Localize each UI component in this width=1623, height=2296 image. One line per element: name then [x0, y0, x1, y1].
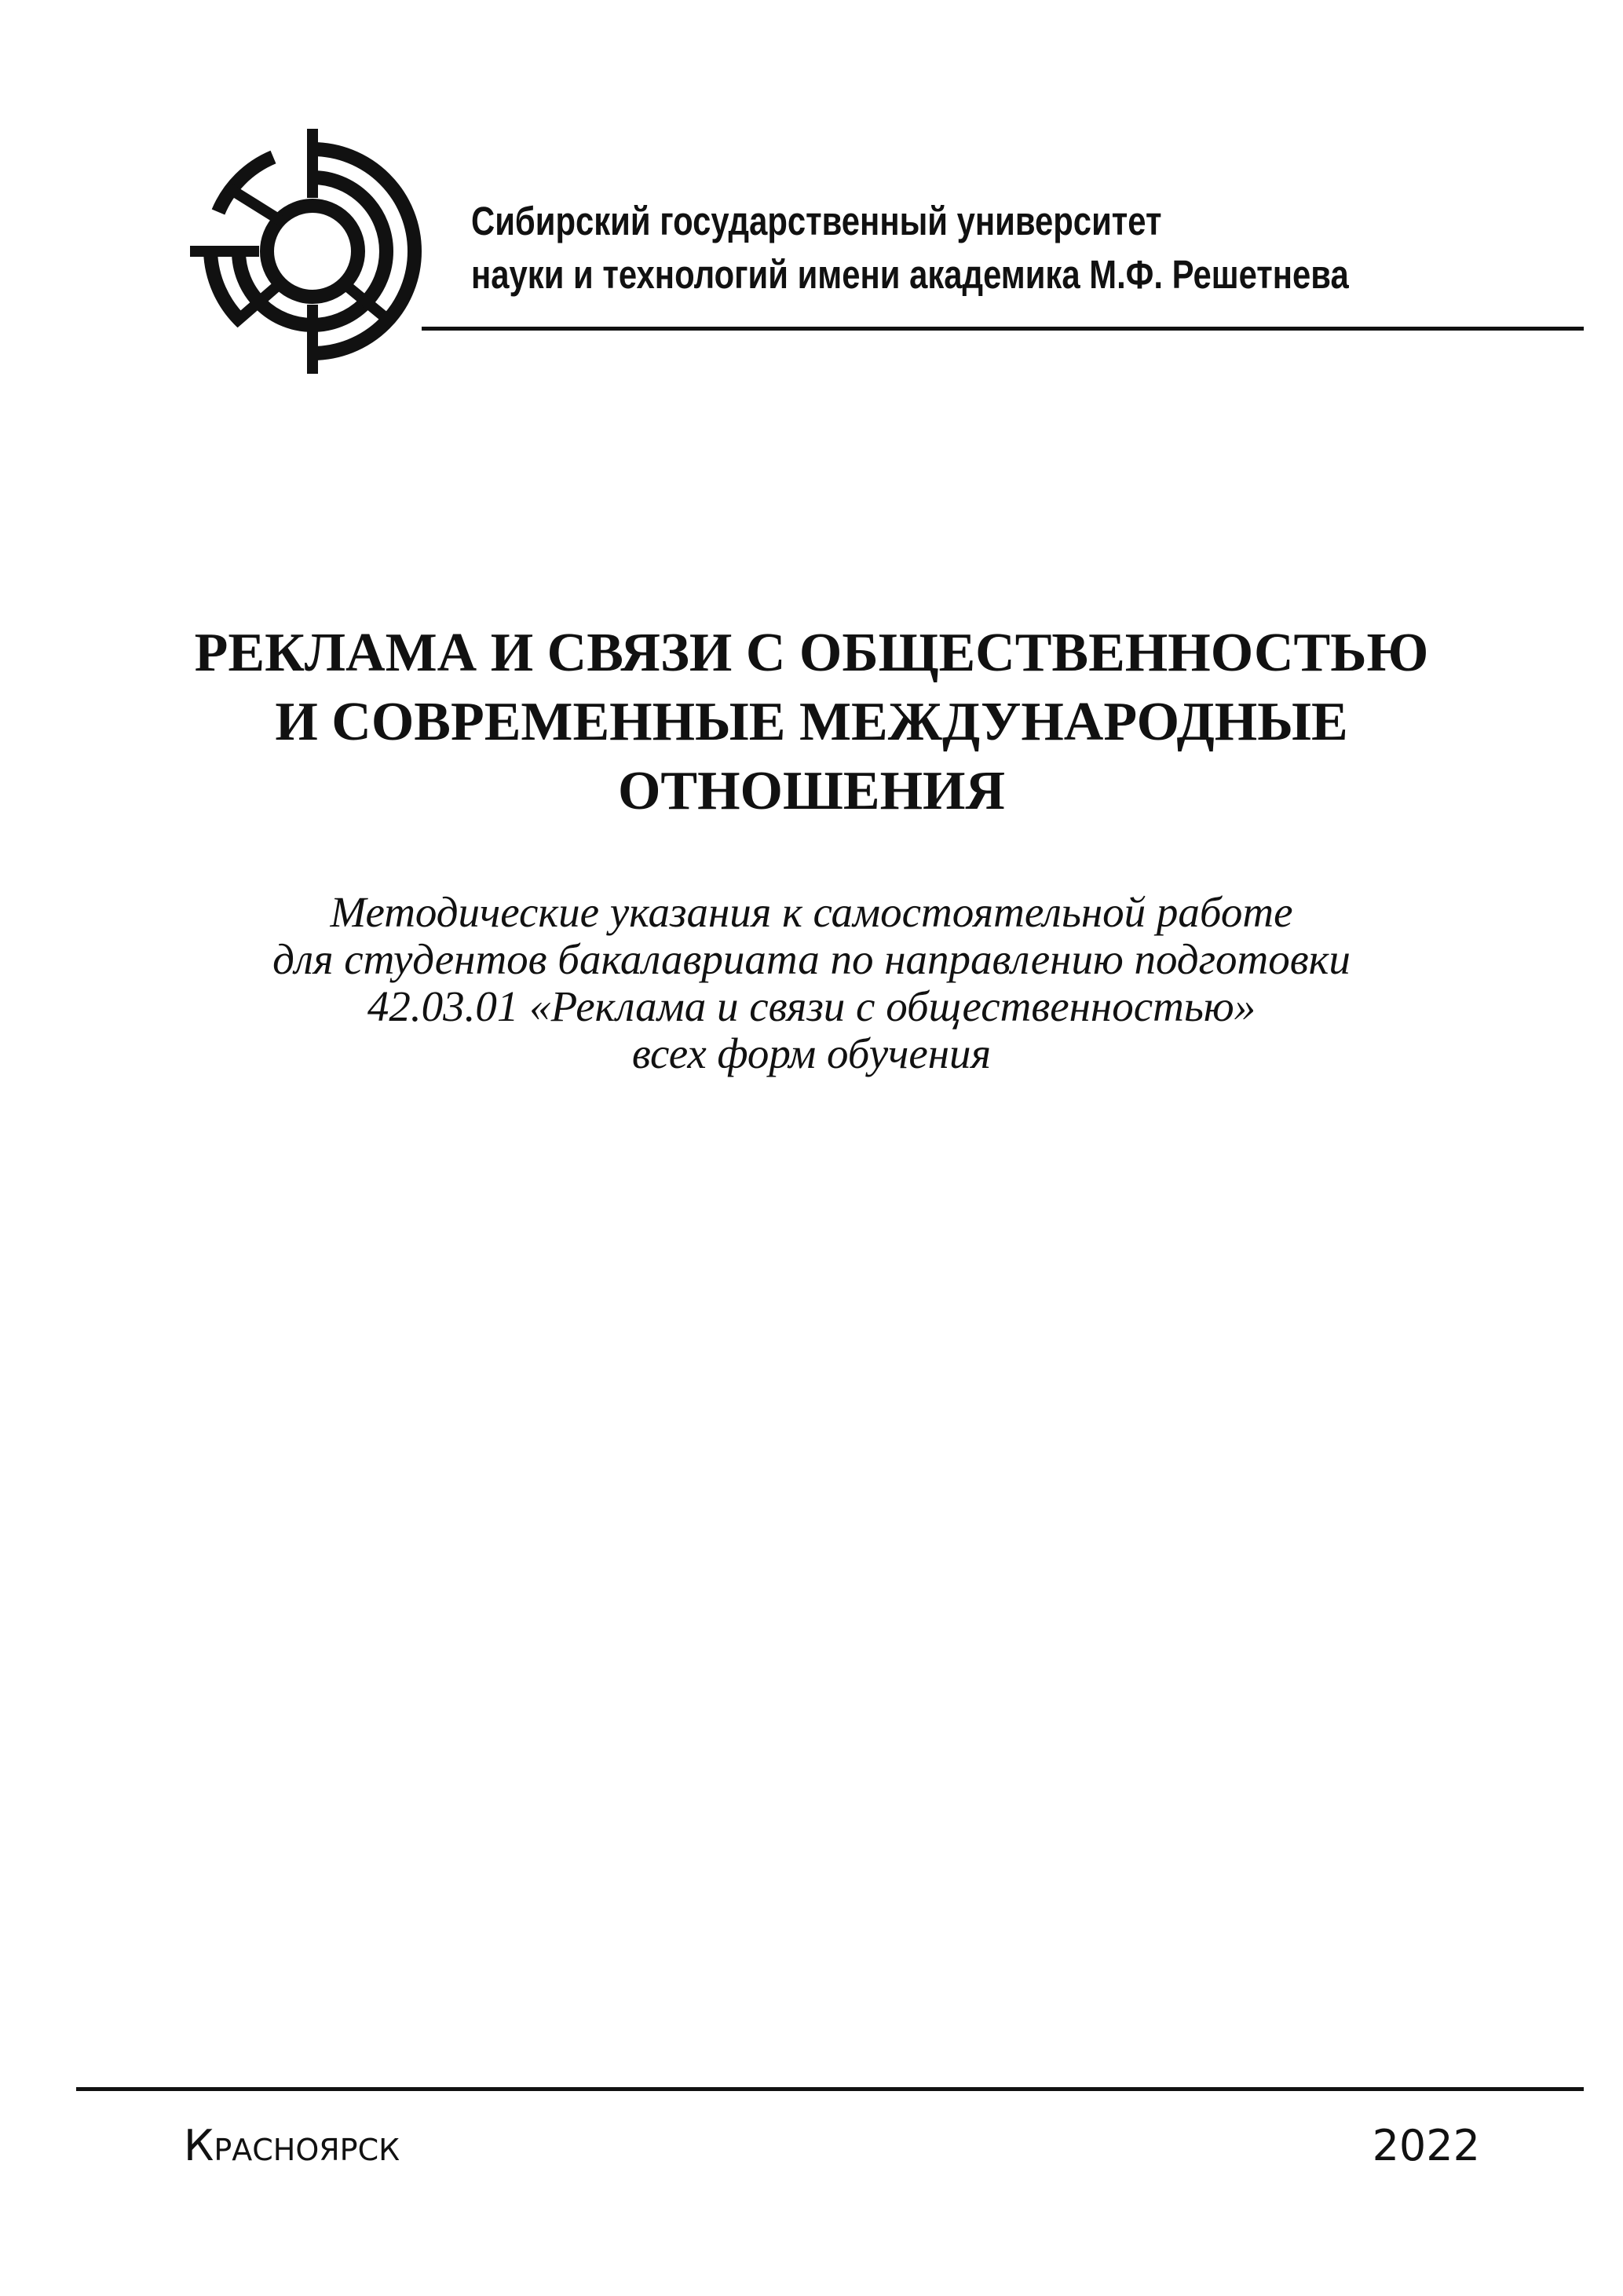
- publication-year: 2022: [1372, 2121, 1480, 2170]
- title-line-1: РЕКЛАМА И СВЯЗИ С ОБЩЕСТВЕННОСТЬЮ: [194, 623, 1429, 683]
- university-name-line-1: Сибирский государственный университет: [471, 199, 1162, 243]
- university-logo-icon: [187, 126, 438, 377]
- document-subtitle: [0, 889, 1623, 1077]
- subtitle-line-2: для студентов бакалавриата по направлению подготовки: [272, 935, 1351, 983]
- subtitle-line-4: всех форм обучения: [631, 1029, 992, 1077]
- footer-divider: [76, 2087, 1584, 2091]
- document-title: [0, 619, 1623, 826]
- title-line-2: И СОВРЕМЕННЫЕ МЕЖДУНАРОДНЫЕ: [275, 692, 1348, 752]
- university-name: [471, 195, 1385, 302]
- subtitle-line-3: 42.03.01 «Реклама и связи с общественностью»: [367, 982, 1256, 1030]
- subtitle-line-1: Методические указания к самостоятельной работе: [330, 888, 1293, 936]
- publication-city: Красноярск: [184, 2121, 400, 2170]
- header-divider: [422, 327, 1584, 331]
- title-line-3: ОТНОШЕНИЯ: [617, 761, 1006, 821]
- university-name-line-2: науки и технологий имени академика М.Ф. Решетнева: [471, 252, 1349, 297]
